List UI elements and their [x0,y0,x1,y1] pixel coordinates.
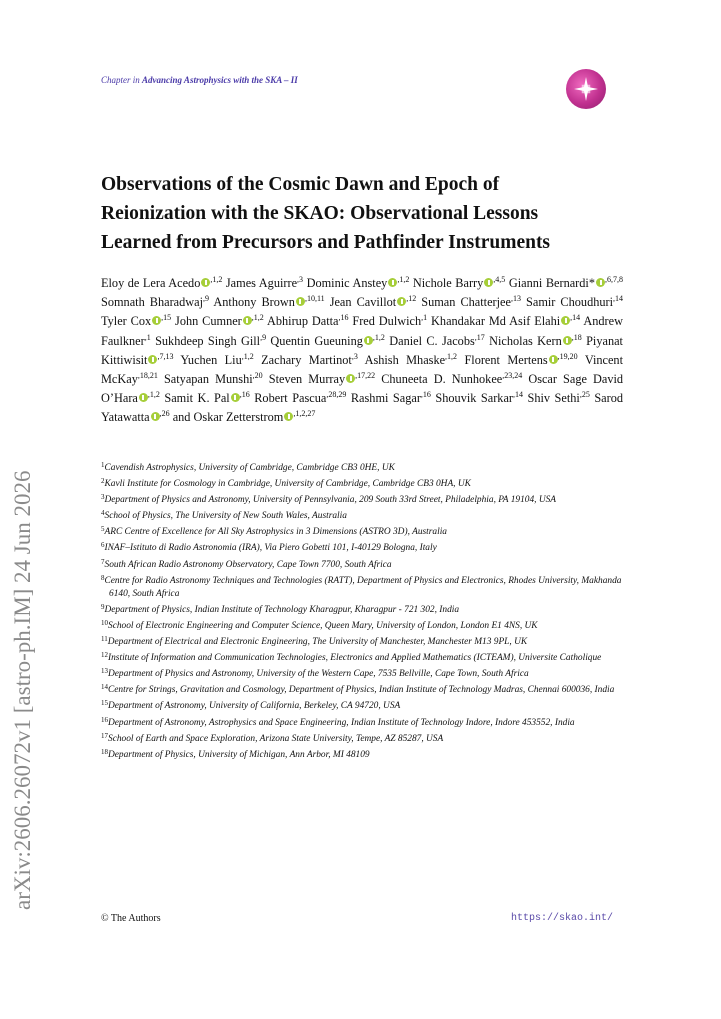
affiliation-text: School of Electronic Engineering and Computer Science, Queen Mary, University of London, London E1 4NS, UK [108,620,538,631]
affiliation-list [101,459,623,762]
orcid-icon[interactable] [152,316,161,325]
affiliation-number: 14 [101,683,108,692]
author-affiliation-marker: ,1 [144,332,151,342]
affiliation-text: Centre for Radio Astronomy Techniques and Technologies (RATT), Department of Physics and Electronics, Rhodes University, Makhanda 6140, South Africa [104,575,622,599]
affiliation-number: 6 [101,541,105,550]
author-name: Oskar Zetterstrom [193,410,284,425]
affiliation-item [101,572,623,601]
affiliation-text: Department of Physics, University of Michigan, Ann Arbor, MI 48109 [108,749,370,760]
author-entry [489,334,582,348]
affiliation-text: INAF–Istituto di Radio Astronomia (IRA), Via Piero Gobetti 101, I-40129 Bologna, Italy [104,543,437,554]
affiliation-item [101,539,623,555]
author-name: Shouvik Sarkar [435,391,514,406]
author-name: Abhirup Datta [266,314,339,329]
author-affiliation-marker: ,16 [420,390,431,400]
author-entry [101,295,209,309]
author-entry [307,276,410,290]
affiliation-number: 12 [101,651,108,660]
affiliation-item [101,523,623,539]
author-entry [330,295,417,309]
author-affiliation-marker: ,23,24 [502,370,523,380]
orcid-icon[interactable] [148,355,157,364]
author-affiliation-marker: ,1,2 [251,313,264,323]
affiliation-text: Department of Astronomy, Astrophysics and Space Engineering, Indian Institute of Technology Indore, Indore 453552, India [108,717,575,728]
affiliation-item [101,746,623,762]
skao-url-link[interactable]: https://skao.int/ [511,913,614,924]
affiliation-number: 4 [101,509,105,518]
affiliation-number: 5 [101,525,105,534]
affiliation-number: 18 [101,747,108,756]
author-affiliation-marker: ,1,2 [445,351,458,361]
author-affiliation-marker: ,1,2,27 [293,409,316,419]
author-name: John Cumner [175,314,242,329]
author-affiliation-marker: ,3 [297,274,304,284]
orcid-icon[interactable] [561,316,570,325]
author-entry [431,314,580,328]
author-name: Steven Murray [268,372,346,387]
author-name: Quentin Gueuning [270,333,363,348]
author-name: Anthony Brown [213,295,295,310]
affiliation-number: 2 [101,477,105,486]
author-name: Nicholas Kern [489,333,562,348]
author-affiliation-marker: ,26 [159,409,170,419]
affiliation-number: 3 [101,493,105,502]
author-entry [180,353,253,367]
author-affiliation-marker: ,14 [513,390,524,400]
author-entry [352,314,427,328]
author-entry [528,391,590,405]
author-name: Tyler Cox [101,314,152,329]
author-name: Florent Mertens [464,352,548,367]
author-entry [267,314,349,328]
affiliation-text: Department of Astronomy, University of California, Berkeley, CA 94720, USA [108,701,401,712]
author-affiliation-marker: ,1,2 [147,390,160,400]
author-entry [365,353,457,367]
affiliation-text: ARC Centre of Excellence for All Sky Astrophysics in 3 Dimensions (ASTRO 3D), Australia [104,527,447,538]
author-name: Jean Cavillot [329,295,397,310]
affiliation-number: 7 [101,557,105,566]
author-affiliation-marker: ,6,7,8 [605,274,623,284]
author-entry [155,334,266,348]
author-entry [389,334,485,348]
author-entry [381,372,522,386]
affiliation-text: Department of Electrical and Electronic Engineering, The University of Manchester, Manchester M13 9PL, UK [107,637,528,648]
affiliation-number: 8 [101,573,105,582]
author-name: Sarod Yatawatta [101,391,624,425]
author-affiliation-marker: ,7,13 [157,351,174,361]
author-affiliation-marker: ,17,22 [355,370,376,380]
author-affiliation-marker: ,1 [421,313,428,323]
affiliation-item [101,730,623,746]
author-name: Samit K. Pal [164,391,230,406]
author-affiliation-marker: ,14 [570,313,581,323]
author-affiliation-marker: ,1,2 [210,274,223,284]
author-conjunction: and [169,410,194,425]
orcid-icon[interactable] [151,412,160,421]
affiliation-item [101,665,623,681]
author-entry [101,314,171,328]
affiliation-number: 11 [101,635,108,644]
author-entry [101,276,222,290]
author-affiliation-marker: ,14 [613,294,624,304]
affiliation-text: South African Radio Astronomy Observatory, Cape Town 7700, South Africa [104,559,392,570]
author-affiliation-marker: ,15 [161,313,172,323]
author-affiliation-marker: ,12 [406,294,417,304]
orcid-icon[interactable] [388,278,397,287]
author-affiliation-marker: ,13 [510,294,521,304]
author-affiliation-marker: ,17 [474,332,485,342]
author-name: Vincent McKay [101,352,623,387]
author-entry [254,391,346,405]
orcid-icon[interactable] [484,278,493,287]
sparkle-star-icon [566,69,606,109]
affiliation-number: 13 [101,667,108,676]
orcid-icon[interactable] [364,336,373,345]
author-affiliation-marker: ,18,21 [137,370,158,380]
author-affiliation-marker: ,16 [338,313,349,323]
affiliation-number: 15 [101,699,108,708]
author-entry [261,353,358,367]
chapter-line [101,75,298,85]
orcid-icon[interactable] [596,278,605,287]
author-entry [164,372,263,386]
affiliation-text: Cavendish Astrophysics, University of Cambridge, Cambridge CB3 0HE, UK [104,463,395,473]
author-affiliation-marker: ,9 [260,332,267,342]
author-list [101,274,623,428]
author-name: Chuneeta D. Nunhokee [381,372,503,387]
affiliation-number: 16 [101,715,108,724]
affiliation-item [101,507,623,523]
author-name: Shiv Sethi [527,391,580,406]
author-entry [435,391,523,405]
orcid-icon[interactable] [549,355,558,364]
affiliation-item [101,556,623,572]
author-name: Fred Dulwich [352,314,422,329]
author-name: Khandakar Md Asif Elahi [431,314,561,329]
orcid-icon[interactable] [563,336,572,345]
skao-logo [566,69,606,109]
author-entry [509,276,623,290]
affiliation-number: 1 [101,461,105,469]
author-name: Oscar Sage David O’Hara [101,372,624,406]
affiliation-text: Institute of Information and Communication Technologies, Electronics and Applied Mathematics (ICTEAM), Universite Catholique [108,653,602,664]
author-affiliation-marker: ,1,2 [241,351,254,361]
author-name: Nichole Barry [412,276,484,290]
affiliation-item [101,601,623,617]
affiliation-number: 10 [101,618,108,627]
affiliation-item [101,491,623,507]
author-entry [175,314,264,328]
paper-title: Observations of the Cosmic Dawn and Epoch of Reionization with the SKAO: Observational Lessons Learned from Precursors and Pathfinder Instruments [101,174,551,253]
affiliation-item [101,697,623,713]
orcid-icon[interactable] [296,297,305,306]
author-affiliation-marker: ,28,29 [326,390,347,400]
author-affiliation-marker: ,3 [351,351,358,361]
affiliation-item [101,714,623,730]
orcid-icon[interactable] [397,297,406,306]
author-entry [194,410,316,424]
affiliation-number: 9 [101,602,105,611]
book-title-link[interactable]: Advancing Astrophysics with the SKA – II [142,75,298,85]
author-affiliation-marker: ,16 [239,390,250,400]
author-name: Ashish Mhaske [364,352,446,367]
author-name: Satyapan Munshi [163,372,253,387]
author-name: Sukhdeep Singh Gill [155,333,261,348]
author-affiliation-marker: ,1,2 [372,332,385,342]
affiliation-item [101,681,623,697]
author-name: Rashmi Sagar [350,391,421,406]
author-entry [269,372,375,386]
affiliation-number: 17 [101,731,108,740]
author-name: Dominic Anstey [306,276,388,290]
author-affiliation-marker: ,20 [252,370,263,380]
author-entry [464,353,577,367]
author-affiliation-marker: ,19,20 [557,351,578,361]
author-entry [351,391,431,405]
author-entry [421,295,521,309]
author-affiliation-marker: ,9 [203,294,210,304]
affiliation-text: Kavli Institute for Cosmology in Cambridge, University of Cambridge, Cambridge CB3 0HA, UK [104,479,471,490]
affiliation-item [101,475,623,491]
affiliation-item [101,459,623,475]
orcid-icon[interactable] [139,393,148,402]
affiliation-item [101,633,623,649]
orcid-icon[interactable] [243,316,252,325]
affiliation-text: Department of Physics, Indian Institute of Technology Kharagpur, Kharagpur - 721 302, India [104,604,460,615]
author-name: Somnath Bharadwaj [101,295,204,310]
copyright-notice: © The Authors [101,913,161,924]
chapter-prefix: Chapter in [101,75,140,85]
arxiv-identifier: arXiv:2606.26072v1 [astro-ph.IM] 24 Jun 2026 [10,470,35,910]
author-name: Robert Pascua [254,391,327,406]
author-entry [164,391,249,405]
affiliation-item [101,649,623,665]
author-name: Piyanat Kittiwisit [101,333,623,367]
author-affiliation-marker: ,4,5 [493,274,506,284]
author-affiliation-marker: ,10,11 [304,294,325,304]
orcid-icon[interactable] [231,393,240,402]
author-name: James Aguirre [225,276,298,290]
author-affiliation-marker: ,18 [571,332,582,342]
author-name: Yuchen Liu [180,352,242,367]
author-entry [413,276,505,290]
author-name: Suman Chatterjee [421,295,511,310]
author-entry [226,276,303,290]
author-name: Eloy de Lera Acedo [101,276,201,290]
orcid-icon[interactable] [201,278,210,287]
orcid-icon[interactable] [346,374,355,383]
author-name: Daniel C. Jacobs [389,333,475,348]
author-affiliation-marker: ,1,2 [397,274,410,284]
author-entry [213,295,324,309]
author-entry [526,295,623,309]
affiliation-text: Centre for Strings, Gravitation and Cosmology, Department of Physics, Indian Institute of Technology Madras, Chennai 600036, India [108,685,615,696]
author-name: Gianni Bernardi* [508,276,595,290]
author-name: Zachary Martinot [261,352,352,367]
author-name: Andrew Faulkner [101,314,623,348]
affiliation-item [101,617,623,633]
affiliation-text: Department of Physics and Astronomy, University of the Western Cape, 7535 Bellville, Cape Town, South Africa [108,669,529,680]
affiliation-text: School of Physics, The University of New South Wales, Australia [104,511,347,522]
author-name: Samir Choudhuri [526,295,614,310]
affiliation-text: Department of Physics and Astronomy, University of Pennsylvania, 209 South 33rd Street, Philadelphia, PA 19104, USA [104,495,557,506]
author-affiliation-marker: ,25 [579,390,590,400]
affiliation-text: School of Earth and Space Exploration, Arizona State University, Tempe, AZ 85287, USA [108,733,444,744]
author-entry [270,334,384,348]
orcid-icon[interactable] [284,412,293,421]
